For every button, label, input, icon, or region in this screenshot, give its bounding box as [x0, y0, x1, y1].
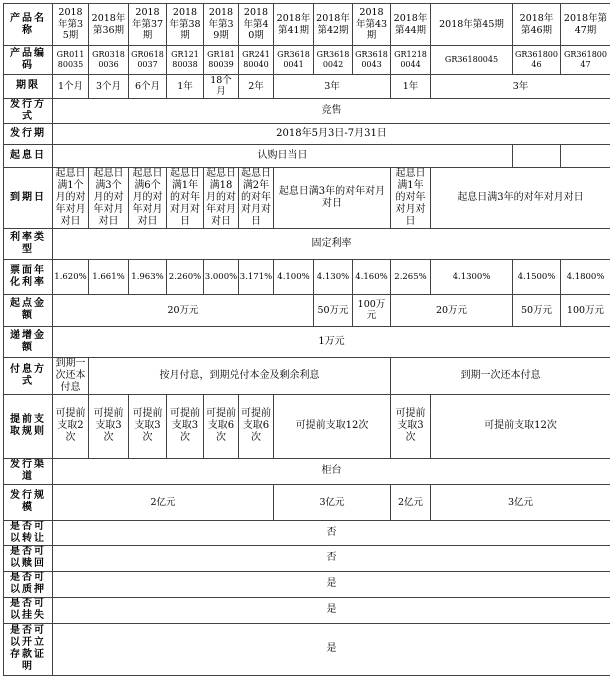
cell-product-code-7: GR36180042	[314, 46, 353, 75]
cell-product-name-0: 2018年第35期	[53, 4, 89, 46]
cell-interest-payment-1: 按月付息，到期兑付本金及剩余利息	[89, 357, 391, 394]
cell-maturity-date-1: 起息日满3个月的对年对月对日	[89, 167, 129, 228]
cell-product-code-10: GR36180045	[431, 46, 513, 75]
row-value-date	[4, 144, 610, 167]
cell-product-name-2: 2018年第37期	[129, 4, 167, 46]
row-redeemable	[4, 545, 610, 571]
cell-coupon-rate-10: 4.1300%	[431, 259, 513, 294]
cell-product-code-6: GR36180041	[274, 46, 314, 75]
cell-product-name-12: 2018年第47期	[561, 4, 610, 46]
cell-maturity-date-6: 起息日满3年的对年对月对日	[274, 167, 391, 228]
cell-term-7: 1年	[391, 75, 431, 99]
row-header-transferable: 是否可以转让	[4, 520, 53, 545]
cell-early-withdrawal-0: 可提前支取2次	[53, 394, 89, 458]
cell-loss-reportable-0: 是	[53, 597, 610, 623]
cell-coupon-rate-6: 4.100%	[274, 259, 314, 294]
cell-product-code-8: GR36180043	[353, 46, 391, 75]
cell-term-4: 18个月	[204, 75, 239, 99]
cell-product-code-11: GR36180046	[513, 46, 561, 75]
row-loss-reportable	[4, 597, 610, 623]
cell-product-code-12: GR36180047	[561, 46, 610, 75]
row-product-name	[4, 4, 610, 46]
cell-coupon-rate-3: 2.260%	[167, 259, 204, 294]
cell-term-6: 3年	[274, 75, 391, 99]
row-interest-payment	[4, 357, 610, 394]
cell-term-1: 3个月	[89, 75, 129, 99]
row-deposit-certificate	[4, 623, 610, 675]
row-header-deposit-certificate: 是否可以开立存款证明	[4, 623, 53, 675]
row-header-rate-type: 利率类型	[4, 228, 53, 259]
cell-product-name-9: 2018年第44期	[391, 4, 431, 46]
cell-product-name-7: 2018年第42期	[314, 4, 353, 46]
row-header-issue-period: 发行期	[4, 123, 53, 144]
row-issue-method	[4, 98, 610, 123]
cell-early-withdrawal-6: 可提前支取12次	[274, 394, 391, 458]
row-transferable	[4, 520, 610, 545]
cell-min-amount-1: 50万元	[314, 294, 353, 326]
product-table	[3, 3, 610, 676]
cell-maturity-date-5: 起息日满2年的对年对月对日	[239, 167, 274, 228]
row-header-min-amount: 起点金额	[4, 294, 53, 326]
row-rate-type	[4, 228, 610, 259]
cell-min-amount-0: 20万元	[53, 294, 314, 326]
row-header-issue-scale: 发行规模	[4, 484, 53, 520]
cell-value-date-1	[513, 144, 561, 167]
row-issue-scale	[4, 484, 610, 520]
cell-product-name-3: 2018年第38期	[167, 4, 204, 46]
cell-coupon-rate-5: 3.171%	[239, 259, 274, 294]
cell-interest-payment-0: 到期一次还本付息	[53, 357, 89, 394]
row-header-term: 期限	[4, 75, 53, 99]
cell-early-withdrawal-1: 可提前支取3次	[89, 394, 129, 458]
cell-coupon-rate-12: 4.1800%	[561, 259, 610, 294]
cell-increment-amount-0: 1万元	[53, 326, 610, 357]
cell-term-0: 1个月	[53, 75, 89, 99]
cell-rate-type-0: 固定利率	[53, 228, 610, 259]
cell-product-name-1: 2018年第36期	[89, 4, 129, 46]
row-header-issue-method: 发行方式	[4, 98, 53, 123]
row-pledgeable	[4, 571, 610, 597]
cell-transferable-0: 否	[53, 520, 610, 545]
row-coupon-rate	[4, 259, 610, 294]
cell-issue-channel-0: 柜台	[53, 458, 610, 484]
cell-coupon-rate-4: 3.000%	[204, 259, 239, 294]
row-issue-channel	[4, 458, 610, 484]
row-early-withdrawal	[4, 394, 610, 458]
cell-min-amount-4: 50万元	[513, 294, 561, 326]
cell-issue-period-0: 2018年5月3日-7月31日	[53, 123, 610, 144]
cell-early-withdrawal-8: 可提前支取12次	[431, 394, 610, 458]
cell-product-code-9: GR12180044	[391, 46, 431, 75]
row-min-amount	[4, 294, 610, 326]
row-header-product-name: 产品名称	[4, 4, 53, 46]
cell-product-code-2: GR06180037	[129, 46, 167, 75]
row-header-value-date: 起息日	[4, 144, 53, 167]
row-header-coupon-rate: 票面年化利率	[4, 259, 53, 294]
row-maturity-date	[4, 167, 610, 228]
cell-product-name-6: 2018年第41期	[274, 4, 314, 46]
cell-min-amount-3: 20万元	[391, 294, 513, 326]
cell-maturity-date-2: 起息日满6个月的对年对月对日	[129, 167, 167, 228]
row-header-interest-payment: 付息方式	[4, 357, 53, 394]
row-header-increment-amount: 递增金额	[4, 326, 53, 357]
cell-coupon-rate-8: 4.160%	[353, 259, 391, 294]
cell-min-amount-5: 100万元	[561, 294, 610, 326]
cell-product-code-1: GR03180036	[89, 46, 129, 75]
cell-coupon-rate-7: 4.130%	[314, 259, 353, 294]
cell-term-3: 1年	[167, 75, 204, 99]
cell-product-name-11: 2018年第46期	[513, 4, 561, 46]
row-header-maturity-date: 到期日	[4, 167, 53, 228]
cell-value-date-0: 认购日当日	[53, 144, 513, 167]
cell-pledgeable-0: 是	[53, 571, 610, 597]
cell-min-amount-2: 100万元	[353, 294, 391, 326]
cell-early-withdrawal-3: 可提前支取3次	[167, 394, 204, 458]
row-term	[4, 75, 610, 99]
cell-coupon-rate-9: 2.265%	[391, 259, 431, 294]
cell-product-code-5: GR24180040	[239, 46, 274, 75]
cell-issue-scale-0: 2亿元	[53, 484, 274, 520]
cell-early-withdrawal-4: 可提前支取6次	[204, 394, 239, 458]
cell-value-date-2	[561, 144, 610, 167]
cell-product-code-0: GR01180035	[53, 46, 89, 75]
cell-product-name-4: 2018年第39期	[204, 4, 239, 46]
cell-early-withdrawal-2: 可提前支取3次	[129, 394, 167, 458]
cell-deposit-certificate-0: 是	[53, 623, 610, 675]
cell-term-5: 2年	[239, 75, 274, 99]
cell-coupon-rate-0: 1.620%	[53, 259, 89, 294]
cell-term-2: 6个月	[129, 75, 167, 99]
cell-interest-payment-2: 到期一次还本付息	[391, 357, 610, 394]
cell-coupon-rate-11: 4.1500%	[513, 259, 561, 294]
cell-early-withdrawal-7: 可提前支取3次	[391, 394, 431, 458]
row-header-loss-reportable: 是否可以挂失	[4, 597, 53, 623]
cell-issue-method-0: 竞售	[53, 98, 610, 123]
cell-product-name-5: 2018年第40期	[239, 4, 274, 46]
cell-maturity-date-0: 起息日满1个月的对年对月对日	[53, 167, 89, 228]
cell-product-name-8: 2018年第43期	[353, 4, 391, 46]
cell-product-name-10: 2018年第45期	[431, 4, 513, 46]
cell-issue-scale-3: 3亿元	[431, 484, 610, 520]
cell-issue-scale-2: 2亿元	[391, 484, 431, 520]
row-header-issue-channel: 发行渠道	[4, 458, 53, 484]
cell-product-code-4: GR18180039	[204, 46, 239, 75]
row-header-redeemable: 是否可以赎回	[4, 545, 53, 571]
row-issue-period	[4, 123, 610, 144]
cell-coupon-rate-1: 1.661%	[89, 259, 129, 294]
cell-issue-scale-1: 3亿元	[274, 484, 391, 520]
row-header-early-withdrawal: 提前支取规则	[4, 394, 53, 458]
cell-coupon-rate-2: 1.963%	[129, 259, 167, 294]
row-header-pledgeable: 是否可以质押	[4, 571, 53, 597]
row-increment-amount	[4, 326, 610, 357]
cell-maturity-date-3: 起息日满1年的对年对月对日	[167, 167, 204, 228]
cell-early-withdrawal-5: 可提前支取6次	[239, 394, 274, 458]
cell-term-8: 3年	[431, 75, 610, 99]
cell-redeemable-0: 否	[53, 545, 610, 571]
cell-maturity-date-4: 起息日满18月的对年对月对日	[204, 167, 239, 228]
cell-maturity-date-8: 起息日满3年的对年对月对日	[431, 167, 610, 228]
row-product-code	[4, 46, 610, 75]
cell-maturity-date-7: 起息日满1年的对年对月对日	[391, 167, 431, 228]
row-header-product-code: 产品编码	[4, 46, 53, 75]
cell-product-code-3: GR12180038	[167, 46, 204, 75]
